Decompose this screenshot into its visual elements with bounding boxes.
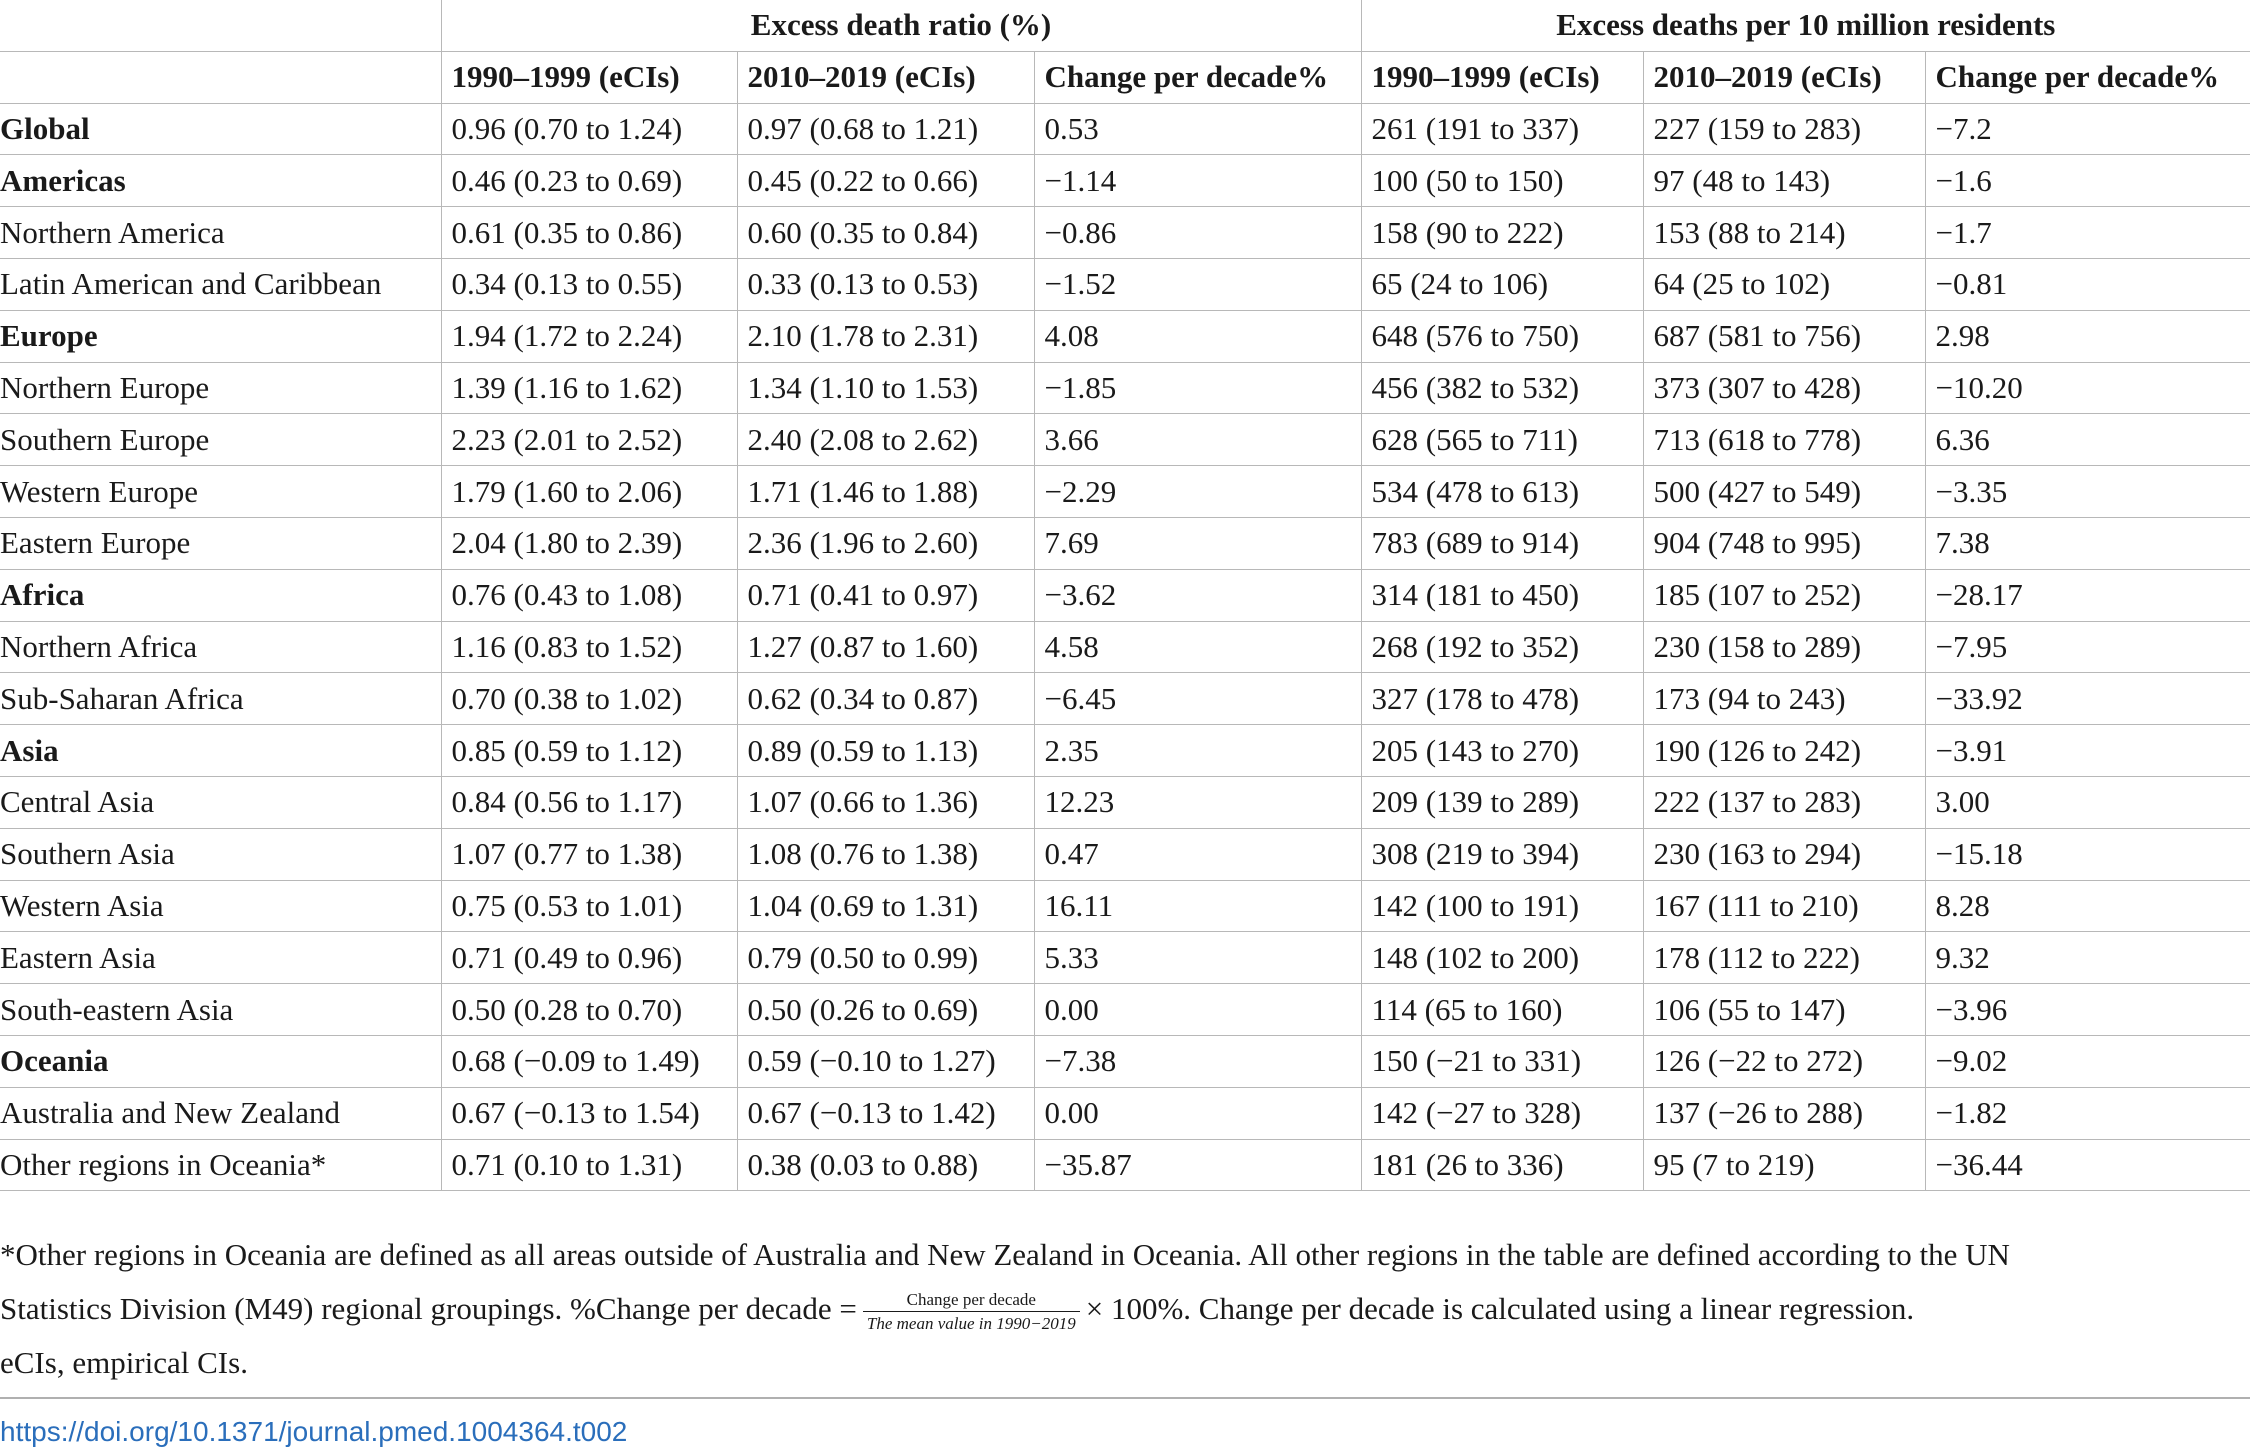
value-cell: 0.50 (0.28 to 0.70) [441, 984, 737, 1036]
value-cell: 142 (100 to 191) [1361, 880, 1643, 932]
value-cell: 0.33 (0.13 to 0.53) [737, 258, 1034, 310]
table-footnote [0, 1228, 2250, 1336]
table-row [0, 673, 2250, 725]
value-cell: 1.07 (0.66 to 1.36) [737, 776, 1034, 828]
value-cell: 2.98 [1925, 310, 2250, 362]
value-cell: 0.67 (−0.13 to 1.42) [737, 1087, 1034, 1139]
value-cell: 2.40 (2.08 to 2.62) [737, 414, 1034, 466]
value-cell: −3.91 [1925, 725, 2250, 777]
region-name-cell: Asia [0, 725, 441, 777]
value-cell: 0.34 (0.13 to 0.55) [441, 258, 737, 310]
value-cell: 1.94 (1.72 to 2.24) [441, 310, 737, 362]
value-cell: 0.00 [1034, 984, 1361, 1036]
value-cell: 1.07 (0.77 to 1.38) [441, 828, 737, 880]
value-cell: −0.81 [1925, 258, 2250, 310]
value-cell: 0.46 (0.23 to 0.69) [441, 155, 737, 207]
value-cell: 904 (748 to 995) [1643, 517, 1925, 569]
table-row [0, 310, 2250, 362]
value-cell: 0.70 (0.38 to 1.02) [441, 673, 737, 725]
table-row [0, 984, 2250, 1036]
value-cell: 6.36 [1925, 414, 2250, 466]
value-cell: 3.00 [1925, 776, 2250, 828]
value-cell: 2.04 (1.80 to 2.39) [441, 517, 737, 569]
footnote-line-1: *Other regions in Oceania are defined as all areas outside of Australia and New Zealand in Oceania. All other regions in the table are defined according to the UN [0, 1237, 2010, 1272]
region-name-cell: South-eastern Asia [0, 984, 441, 1036]
value-cell: 190 (126 to 242) [1643, 725, 1925, 777]
value-cell: 137 (−26 to 288) [1643, 1087, 1925, 1139]
value-cell: −6.45 [1034, 673, 1361, 725]
value-cell: 209 (139 to 289) [1361, 776, 1643, 828]
table-row [0, 103, 2250, 155]
value-cell: 142 (−27 to 328) [1361, 1087, 1643, 1139]
value-cell: 181 (26 to 336) [1361, 1139, 1643, 1191]
value-cell: 0.97 (0.68 to 1.21) [737, 103, 1034, 155]
value-cell: 0.85 (0.59 to 1.12) [441, 725, 737, 777]
value-cell: −7.2 [1925, 103, 2250, 155]
region-name-cell: Southern Europe [0, 414, 441, 466]
region-name-cell: Latin American and Caribbean [0, 258, 441, 310]
table-row [0, 517, 2250, 569]
value-cell: 500 (427 to 549) [1643, 466, 1925, 518]
value-cell: 106 (55 to 147) [1643, 984, 1925, 1036]
value-cell: 0.71 (0.10 to 1.31) [441, 1139, 737, 1191]
table-row [0, 776, 2250, 828]
value-cell: 0.89 (0.59 to 1.13) [737, 725, 1034, 777]
value-cell: −3.35 [1925, 466, 2250, 518]
formula-fraction [863, 1291, 1080, 1332]
region-name-cell: Global [0, 103, 441, 155]
value-cell: 8.28 [1925, 880, 2250, 932]
region-name-cell: Central Asia [0, 776, 441, 828]
divider [0, 1397, 2250, 1399]
group-header-excess-death-ratio: Excess death ratio (%) [441, 0, 1361, 51]
region-name-cell: Americas [0, 155, 441, 207]
value-cell: 230 (158 to 289) [1643, 621, 1925, 673]
value-cell: 65 (24 to 106) [1361, 258, 1643, 310]
value-cell: −35.87 [1034, 1139, 1361, 1191]
value-cell: 0.71 (0.41 to 0.97) [737, 569, 1034, 621]
value-cell: 0.60 (0.35 to 0.84) [737, 207, 1034, 259]
region-name-cell: Southern Asia [0, 828, 441, 880]
value-cell: −1.14 [1034, 155, 1361, 207]
empty-corner-cell [0, 51, 441, 103]
value-cell: 230 (163 to 294) [1643, 828, 1925, 880]
value-cell: 2.35 [1034, 725, 1361, 777]
value-cell: −7.95 [1925, 621, 2250, 673]
value-cell: −15.18 [1925, 828, 2250, 880]
region-name-cell: Northern Africa [0, 621, 441, 673]
region-name-cell: Europe [0, 310, 441, 362]
column-header: 1990–1999 (eCIs) [1361, 51, 1643, 103]
value-cell: 0.00 [1034, 1087, 1361, 1139]
column-header: 2010–2019 (eCIs) [1643, 51, 1925, 103]
value-cell: 1.71 (1.46 to 1.88) [737, 466, 1034, 518]
value-cell: 783 (689 to 914) [1361, 517, 1643, 569]
value-cell: −1.7 [1925, 207, 2250, 259]
value-cell: 12.23 [1034, 776, 1361, 828]
value-cell: 2.23 (2.01 to 2.52) [441, 414, 737, 466]
value-cell: 150 (−21 to 331) [1361, 1035, 1643, 1087]
value-cell: −7.38 [1034, 1035, 1361, 1087]
region-name-cell: Australia and New Zealand [0, 1087, 441, 1139]
table-row [0, 1139, 2250, 1191]
value-cell: 327 (178 to 478) [1361, 673, 1643, 725]
value-cell: −0.86 [1034, 207, 1361, 259]
value-cell: 308 (219 to 394) [1361, 828, 1643, 880]
value-cell: 1.04 (0.69 to 1.31) [737, 880, 1034, 932]
value-cell: 3.66 [1034, 414, 1361, 466]
value-cell: 456 (382 to 532) [1361, 362, 1643, 414]
table-row [0, 466, 2250, 518]
formula-numerator: Change per decade [863, 1291, 1080, 1312]
value-cell: 268 (192 to 352) [1361, 621, 1643, 673]
value-cell: 0.38 (0.03 to 0.88) [737, 1139, 1034, 1191]
value-cell: 205 (143 to 270) [1361, 725, 1643, 777]
value-cell: 7.69 [1034, 517, 1361, 569]
value-cell: 0.79 (0.50 to 0.99) [737, 932, 1034, 984]
value-cell: 0.45 (0.22 to 0.66) [737, 155, 1034, 207]
value-cell: 648 (576 to 750) [1361, 310, 1643, 362]
region-name-cell: Eastern Europe [0, 517, 441, 569]
value-cell: 0.84 (0.56 to 1.17) [441, 776, 737, 828]
value-cell: −1.6 [1925, 155, 2250, 207]
value-cell: 0.75 (0.53 to 1.01) [441, 880, 737, 932]
column-header: Change per decade% [1034, 51, 1361, 103]
column-header: 2010–2019 (eCIs) [737, 51, 1034, 103]
value-cell: 114 (65 to 160) [1361, 984, 1643, 1036]
region-name-cell: Sub-Saharan Africa [0, 673, 441, 725]
value-cell: 0.62 (0.34 to 0.87) [737, 673, 1034, 725]
value-cell: 314 (181 to 450) [1361, 569, 1643, 621]
value-cell: 1.79 (1.60 to 2.06) [441, 466, 737, 518]
value-cell: 97 (48 to 143) [1643, 155, 1925, 207]
region-name-cell: Western Asia [0, 880, 441, 932]
table-row [0, 880, 2250, 932]
region-name-cell: Eastern Asia [0, 932, 441, 984]
value-cell: 2.10 (1.78 to 2.31) [737, 310, 1034, 362]
value-cell: 100 (50 to 150) [1361, 155, 1643, 207]
column-header: 1990–1999 (eCIs) [441, 51, 737, 103]
value-cell: 173 (94 to 243) [1643, 673, 1925, 725]
value-cell: 148 (102 to 200) [1361, 932, 1643, 984]
table-row [0, 828, 2250, 880]
value-cell: 153 (88 to 214) [1643, 207, 1925, 259]
value-cell: 0.71 (0.49 to 0.96) [441, 932, 737, 984]
value-cell: −1.82 [1925, 1087, 2250, 1139]
value-cell: 4.08 [1034, 310, 1361, 362]
table-row [0, 258, 2250, 310]
value-cell: 373 (307 to 428) [1643, 362, 1925, 414]
table-row [0, 414, 2250, 466]
value-cell: −10.20 [1925, 362, 2250, 414]
region-name-cell: Africa [0, 569, 441, 621]
value-cell: 1.39 (1.16 to 1.62) [441, 362, 737, 414]
value-cell: −9.02 [1925, 1035, 2250, 1087]
table-row [0, 207, 2250, 259]
table-row [0, 362, 2250, 414]
value-cell: 0.61 (0.35 to 0.86) [441, 207, 737, 259]
column-header: Change per decade% [1925, 51, 2250, 103]
value-cell: 1.27 (0.87 to 1.60) [737, 621, 1034, 673]
group-header-excess-deaths-per-10m: Excess deaths per 10 million residents [1361, 0, 2250, 51]
value-cell: 261 (191 to 337) [1361, 103, 1643, 155]
value-cell: 4.58 [1034, 621, 1361, 673]
value-cell: −33.92 [1925, 673, 2250, 725]
table-row [0, 155, 2250, 207]
value-cell: −3.96 [1925, 984, 2250, 1036]
table-body [0, 103, 2250, 1191]
value-cell: 5.33 [1034, 932, 1361, 984]
value-cell: 7.38 [1925, 517, 2250, 569]
value-cell: −3.62 [1034, 569, 1361, 621]
value-cell: 1.08 (0.76 to 1.38) [737, 828, 1034, 880]
footnote-line-2 [0, 1282, 2250, 1336]
value-cell: 178 (112 to 222) [1643, 932, 1925, 984]
value-cell: −28.17 [1925, 569, 2250, 621]
region-name-cell: Northern Europe [0, 362, 441, 414]
footnote-text-before-formula: Statistics Division (M49) regional groupings. %Change per decade = [0, 1291, 857, 1326]
value-cell: −1.52 [1034, 258, 1361, 310]
value-cell: 64 (25 to 102) [1643, 258, 1925, 310]
value-cell: 1.34 (1.10 to 1.53) [737, 362, 1034, 414]
region-name-cell: Oceania [0, 1035, 441, 1087]
value-cell: 167 (111 to 210) [1643, 880, 1925, 932]
value-cell: 0.67 (−0.13 to 1.54) [441, 1087, 737, 1139]
formula-denominator: The mean value in 1990−2019 [866, 1314, 1076, 1334]
abbreviation-note: eCIs, empirical CIs. [0, 1345, 248, 1380]
table-row [0, 1035, 2250, 1087]
value-cell: 95 (7 to 219) [1643, 1139, 1925, 1191]
region-name-cell: Northern America [0, 207, 441, 259]
value-cell: −2.29 [1034, 466, 1361, 518]
region-name-cell: Western Europe [0, 466, 441, 518]
footnote-text-after-formula: × 100%. Change per decade is calculated using a linear regression. [1085, 1291, 1915, 1326]
value-cell: 9.32 [1925, 932, 2250, 984]
value-cell: 2.36 (1.96 to 2.60) [737, 517, 1034, 569]
value-cell: 227 (159 to 283) [1643, 103, 1925, 155]
value-cell: 0.96 (0.70 to 1.24) [441, 103, 737, 155]
value-cell: 222 (137 to 283) [1643, 776, 1925, 828]
value-cell: 126 (−22 to 272) [1643, 1035, 1925, 1087]
value-cell: 713 (618 to 778) [1643, 414, 1925, 466]
value-cell: 0.59 (−0.10 to 1.27) [737, 1035, 1034, 1087]
table-row [0, 725, 2250, 777]
table-row [0, 1087, 2250, 1139]
table-row [0, 932, 2250, 984]
value-cell: 16.11 [1034, 880, 1361, 932]
table-row [0, 621, 2250, 673]
value-cell: 185 (107 to 252) [1643, 569, 1925, 621]
region-name-cell: Other regions in Oceania* [0, 1139, 441, 1191]
value-cell: −1.85 [1034, 362, 1361, 414]
empty-corner-cell [0, 0, 441, 51]
value-cell: 628 (565 to 711) [1361, 414, 1643, 466]
table-row [0, 569, 2250, 621]
value-cell: 0.68 (−0.09 to 1.49) [441, 1035, 737, 1087]
value-cell: 0.53 [1034, 103, 1361, 155]
value-cell: 0.50 (0.26 to 0.69) [737, 984, 1034, 1036]
value-cell: 0.47 [1034, 828, 1361, 880]
value-cell: 534 (478 to 613) [1361, 466, 1643, 518]
value-cell: −36.44 [1925, 1139, 2250, 1191]
doi-link[interactable]: https://doi.org/10.1371/journal.pmed.1004364.t002 [0, 1416, 628, 1447]
value-cell: 1.16 (0.83 to 1.52) [441, 621, 737, 673]
value-cell: 687 (581 to 756) [1643, 310, 1925, 362]
value-cell: 158 (90 to 222) [1361, 207, 1643, 259]
value-cell: 0.76 (0.43 to 1.08) [441, 569, 737, 621]
